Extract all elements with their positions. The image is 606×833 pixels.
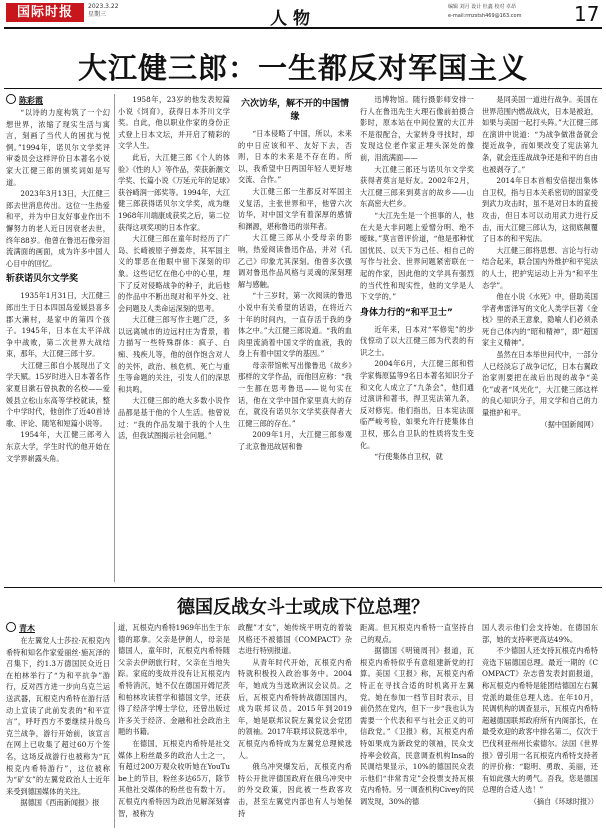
paragraph: 2004年6月，大江健三郎和哲学家梅原猛等9名日本著名知识分子和文化人成立了“九条会”，他们通过演讲和著书，捍卫宪法第九条，反对修宪。他们指出，日本宪法面临严峻考验，如果允许行使集体自卫权，那么自卫队的性质将发生变化。 [360, 359, 474, 450]
paragraph: 此后，大江健三郎《个人的体验》《性的人》等作品，荣获新潮文学奖、长篇小说《万延元年的足球》获谷崎润一郎奖等。1994年，大江健三郎获得诺贝尔文学奖，成为继1968年川端康成获奖之后，第二位获得这项奖项的日本作家。 [118, 152, 230, 232]
paragraph: 政醒”才女”，她传统平明克的着装风格还不被德国《COMPACT》杂志进行特别报道。 [238, 623, 352, 656]
paragraph: 1958年，23岁的他发表短篇小说《饲育》，获得日本芥川文学奖。自此，他以职业作家的身份正式登上日本文坛，并开启了精彩的文学人生。 [118, 95, 230, 151]
paragraph: 大江健三郎还与诺贝尔文学奖获得者莫言是好友。2002年2月，大江健三郎来到莫言的故乡——山东高密大栏乡。 [360, 164, 474, 209]
paragraph: 大江健三郎在童年时经历了广岛、长崎被原子弹轰炸，其军国主义的罪恶在他眼中留下深刻的印象。这些记忆在他心中的心里，埋下了反对侵略战争的种子，此后他的作品中不断出现对和平外交、社会问题及人类命运深刻的思考。 [118, 234, 230, 313]
article2-column-3 [238, 622, 352, 828]
paragraph: 1935年1月31日，大江健三郎出生于日本四国岛爱媛县喜多郡大濑村，是家中的第四个孩子。1945年，日本在太平洋战争中战败，第二次世界大战结束，那年，大江健三郎十岁。 [6, 291, 110, 359]
article2-byline [6, 622, 110, 635]
header-rule [4, 27, 602, 29]
paragraph: 大江健三郎自小展现出了文学天赋。15岁时进入日本著名作家夏目漱石曾执教的名校——爱媛县立松山东高等学校就读，整个中学时代，他创作了近40首诗歌、评论、随笔和短篇小说等。 [6, 360, 110, 428]
paragraph: 大江健三郎将思想、言论与行动结合起来，联合国内外维护和平宪法的人士，把护宪运动上升为“和平生态学”。 [482, 245, 598, 290]
editor-info [448, 3, 573, 21]
section-title: 人物 [270, 9, 316, 29]
paragraph: 距离。但瓦根克内希特一直坚持自己的观点。 [360, 623, 474, 644]
paragraph: 道，瓦根克内希特1969年出生于东德的耶拿。父亲是伊朗人，母亲是德国人，童年时，瓦根克内希特随父亲去伊朗旅行时，父亲在当地失踪。家庭的变故并没有让瓦根克内希特消沉，她不仅在德国开姆尼茨和柏林攻读哲学和德国文学，还获得了经济学博士学位，还曾出版过许多关于经济、金融和社会政治主题的书籍。 [118, 623, 230, 737]
author-name: 陈彩霞 [19, 96, 43, 105]
paragraph: 国人表示他们会支持她。在德国东部，她的支持率更高达49%。 [482, 623, 598, 644]
paragraph: 2023年3月13日，大江健三郎去世消息传出。这位一生热爱和平，并为中日友好事业作出不懈努力的老人近日因衰老去世，终年88岁。他曾在鲁迅石像旁泪流满面的画面，成为许多中国人心目中的回忆。 [6, 189, 110, 268]
paragraph: 2014年日本首相安倍提出集体自卫权，指与日本关系密切的国家受到武力攻击时，虽不是对日本的直接攻击，但日本可以动用武力进行反击，而大江健三郎认为，这彻底颠覆了日本的和平宪法。 [482, 176, 598, 244]
article2-column-5 [482, 622, 598, 828]
paragraph: 近年来，日本对“军修宪”的步伐惊动了以大江健三郎为代表的有识之士。 [360, 324, 474, 357]
paragraph: 俄乌冲突爆发后，瓦根克内希特公开批评德国政府在俄乌冲突中的外交政策，因此被一些政客攻击，甚至左翼党内部也有人与她保持 [238, 762, 352, 818]
issue-date-value: 2023.3.22 [88, 3, 119, 10]
paragraph: 1954年，大江健三郎考入东京大学，学生时代的他开始在文学界崭露头角。 [6, 430, 110, 463]
article-separator [4, 587, 602, 588]
column-divider [114, 94, 115, 582]
paragraph: “以诗的力度构筑了一个幻想世界，浓缩了现实生活与寓言，刻画了当代人的困扰与悦惘。”1994年，诺贝尔文学奖评审委员会这样评价日本著名小说家大江健三郎的颁奖词如是写道。 [6, 108, 110, 187]
article1-byline [6, 94, 110, 107]
article1-column-4 [360, 94, 474, 584]
headline-rule [4, 88, 602, 89]
paragraph: 在左翼党人士莎拉·瓦根克内希特和知名作家爱丽丝·施瓦泽的召集下，约1.3万德国民众近日在柏林举行了“为和平抗争”游行，反对西方进一步向乌克兰运送武器，瓦根克内希特在游行活动上宣读了此前发表的“和平宣言”，呼吁西方不要继续升级乌克兰战争，游行开始前，该宣言在网上已收集了超过60万个签名，这场反战游行也被称为“瓦根克内希特游行”，这位被称为“矿女”的左翼党政治人士近年来受到德国媒体的关注。 [6, 636, 110, 796]
article1-column-2 [118, 94, 230, 584]
editor-email: e-mail:rmzstsh469@163.com [448, 13, 522, 19]
subheading: 斩获诺贝尔文学奖 [6, 274, 79, 285]
paragraph: 大江健三郎一生都反对军国主义复活，主张世界和平，他曾六次访华，对中国文学有着深厚的感情和渊源，堪称鲁迅的崇拜者。 [238, 186, 352, 231]
paragraph: “日本侵略了中国，所以，未来的中日应该和平、友好下去，否则，日本的未来是不存在的。所以，我希望中日两国年轻人更好地交流、合作。” [238, 129, 352, 185]
article2-column-1 [6, 622, 110, 828]
article2-headline: 德国反战女斗士或成下位总理？ [177, 597, 429, 618]
subheading: 六次访华，解不开的中国情缘 [240, 99, 349, 122]
paragraph: 是同美国一道进行战争。美国在世界范围内燃战战火，日本是被迫，如果与美国一起打头阵。”大江健三郎在演讲中说道：“为战争做准备就会提近战争，而如果改变了宪法第九条，就会连连战战争还是和平的自由也被剥夺了。” [482, 95, 598, 174]
paragraph: 他在小说《水死》中，借助英国学者弗雷泽写的文化人类学巨著《金枝》里的杀王意象，隐喻人们必须杀死自己体内的“昭和精神”，即“超国家主义精神”。 [482, 292, 598, 348]
subheading: 身体力行的“和平卫士” [360, 307, 453, 318]
page-number: 17 [574, 2, 600, 26]
article1-column-1 [6, 94, 110, 584]
paragraph: 母亲带馆帐写出像鲁迅《故乡》那样的文学作品，而他回应称：“我一生都在思考鲁迅——说句实在话，他在文学中国作家里真大的存在，就没有诺贝尔文学奖获得者大江健三郎的存在。” [238, 360, 352, 428]
paragraph: 据德国《明镜周刊》报道，瓦根克内希特似乎有意组建新党的打算。美国《卫报》称，瓦根克内希特正在寻找合适的时机离开左翼党。她在参加一档节目时表示，目前仍然在党内，但下一步“我也认为需要一个代表和平与社会正义的可信政党。”《卫报》称，瓦根克内希特如果成为新政党的领袖，民众支持率会较高，民意调查机构Insa的民调结果显示，10%的德国民众表示他们“非常肯定”会投票支持瓦根克内希特。另一调查机构Civey的民调发现，30%的德 [360, 646, 474, 806]
paragraph: 大江健三郎写作主题广泛，多以远离城市的边远村庄为背景，着力描写一些特殊群体：疯子、白痴、残疾儿等，他的创作饱含对人的关怀，政治、核危机、死亡与重生等命题的关注，引发人们的深思和共鸣。 [118, 315, 230, 394]
paragraph: 在德国，瓦根克内希特是社交媒体上粉丝最多的政治人士之一，有超过200万观众收听她在YouTube上的节目，粉丝多达65万，除节其他社交媒体的粉丝也有数十万。瓦根克内希特因为政治见解深刻睿智，被称为 [118, 738, 230, 818]
source-credit: （摘自《环球时报》） [529, 796, 598, 806]
article2-column-2 [118, 622, 230, 828]
author-name: 青木 [19, 624, 35, 633]
issue-weekday: 星期三 [88, 11, 107, 18]
paragraph: 迅博物馆。随行摄影师安排一行人在鲁迅先生大理石像前拍摄合影时，原本站在中间位置的大江并不是很配合，大家转身寻找时，却发现这位老作家正埋头深处的像前，泪流满面—— [360, 95, 474, 162]
source-credit: （据中国新闻网） [540, 419, 598, 429]
paragraph: 大江健三郎从小受母亲的影响，热爱阅读鲁迅作品，并对《孔乙己》印象尤其深刻。他曾多次强调对鲁迅作品风格与灵魂的深刻理解与感触。 [238, 233, 352, 289]
paragraph: 大江健三郎的绝大多数小说作品都是基于他的个人生活。他曾说过：“我的作品发端于我的个人生活，但我试图揭示社会问题。” [118, 396, 230, 441]
paragraph: 不少德国人还支持瓦根克内希特竞选下届德国总理。最近一期的《COMPACT》杂志曾发表封面报道，称瓦根克内希特是能团结德国左右翼党派的最佳总理人选。在年10月，民调机构的调查显示，瓦根克内希特超越德国联邦政府所有内阁部长，在最受欢迎的政客中排名第二，仅次于巴伐利亚州州长索德尔。法国《世界报》曾引用一名瓦根克内希特支持者的评价称：“聪明、勇敢、美丽，还有如此强大的勇气。吾我，您是德国总理的合适人选！” [482, 646, 598, 795]
column-divider [114, 622, 115, 828]
paragraph: “大江先生是一个担事的人，他在大是大非问题上爱憎分明、绝不暧昧。”莫言曾评价道，“他是那种忧国忧民、以天下为己任、相自己的写作与社会、世界问题紧密联在一起的作家，因此他的文学具有强烈的当代性和现实性，他的文学是人下文学的。” [360, 210, 474, 302]
paragraph: 2009年1月，大江健三郎参观了北京鲁迅故居和鲁 [238, 430, 352, 452]
author-icon [6, 94, 16, 104]
issue-date [88, 3, 119, 19]
article2-column-4 [360, 622, 474, 828]
paragraph: 虽然在日本举世问代中，一部分人已经淡忘了战争记忆，日本右翼政治家则要把在战后出现的战争“美化”或者“风光化”，大江健三郎这样的良心知识分子，用文学和自己的力量推护和平。 [482, 350, 598, 418]
article1-headline: 大江健三郎：一生都反对军国主义 [77, 51, 528, 85]
paragraph: 从青年时代开始，瓦根克内希特就积极投入政治事务中。2004年，她成为当选欧洲议会议员。之后，瓦根克内希特转战德国国内，成为联邦议员。2015年到2019年，她是联邦议院左翼党议会党团的领袖。2017年联邦议院选举中，瓦根克内希特成为左翼党总理候选人。 [238, 657, 352, 760]
article1-column-3 [238, 94, 352, 584]
paragraph: 据德国《西南新闻报》报 [20, 798, 100, 808]
article1-column-5 [482, 94, 598, 584]
newspaper-logo: 国际时报 [6, 3, 84, 22]
editor-credits: 编辑 刘月 设计 杜鑫 校对 卓昂 [448, 4, 516, 10]
author-icon [6, 622, 16, 632]
paragraph: “十三岁时，第一次阅读的鲁迅小说中有关希望的话语，在将近六十年的时间内，一直存活于我的身体之中。”大江健三郎说道。“我的血肉里流淌着中国文学的血液，我的身上有着中国文学的基因。” [238, 291, 352, 359]
paragraph: “行使集体自卫权，就 [374, 452, 443, 462]
